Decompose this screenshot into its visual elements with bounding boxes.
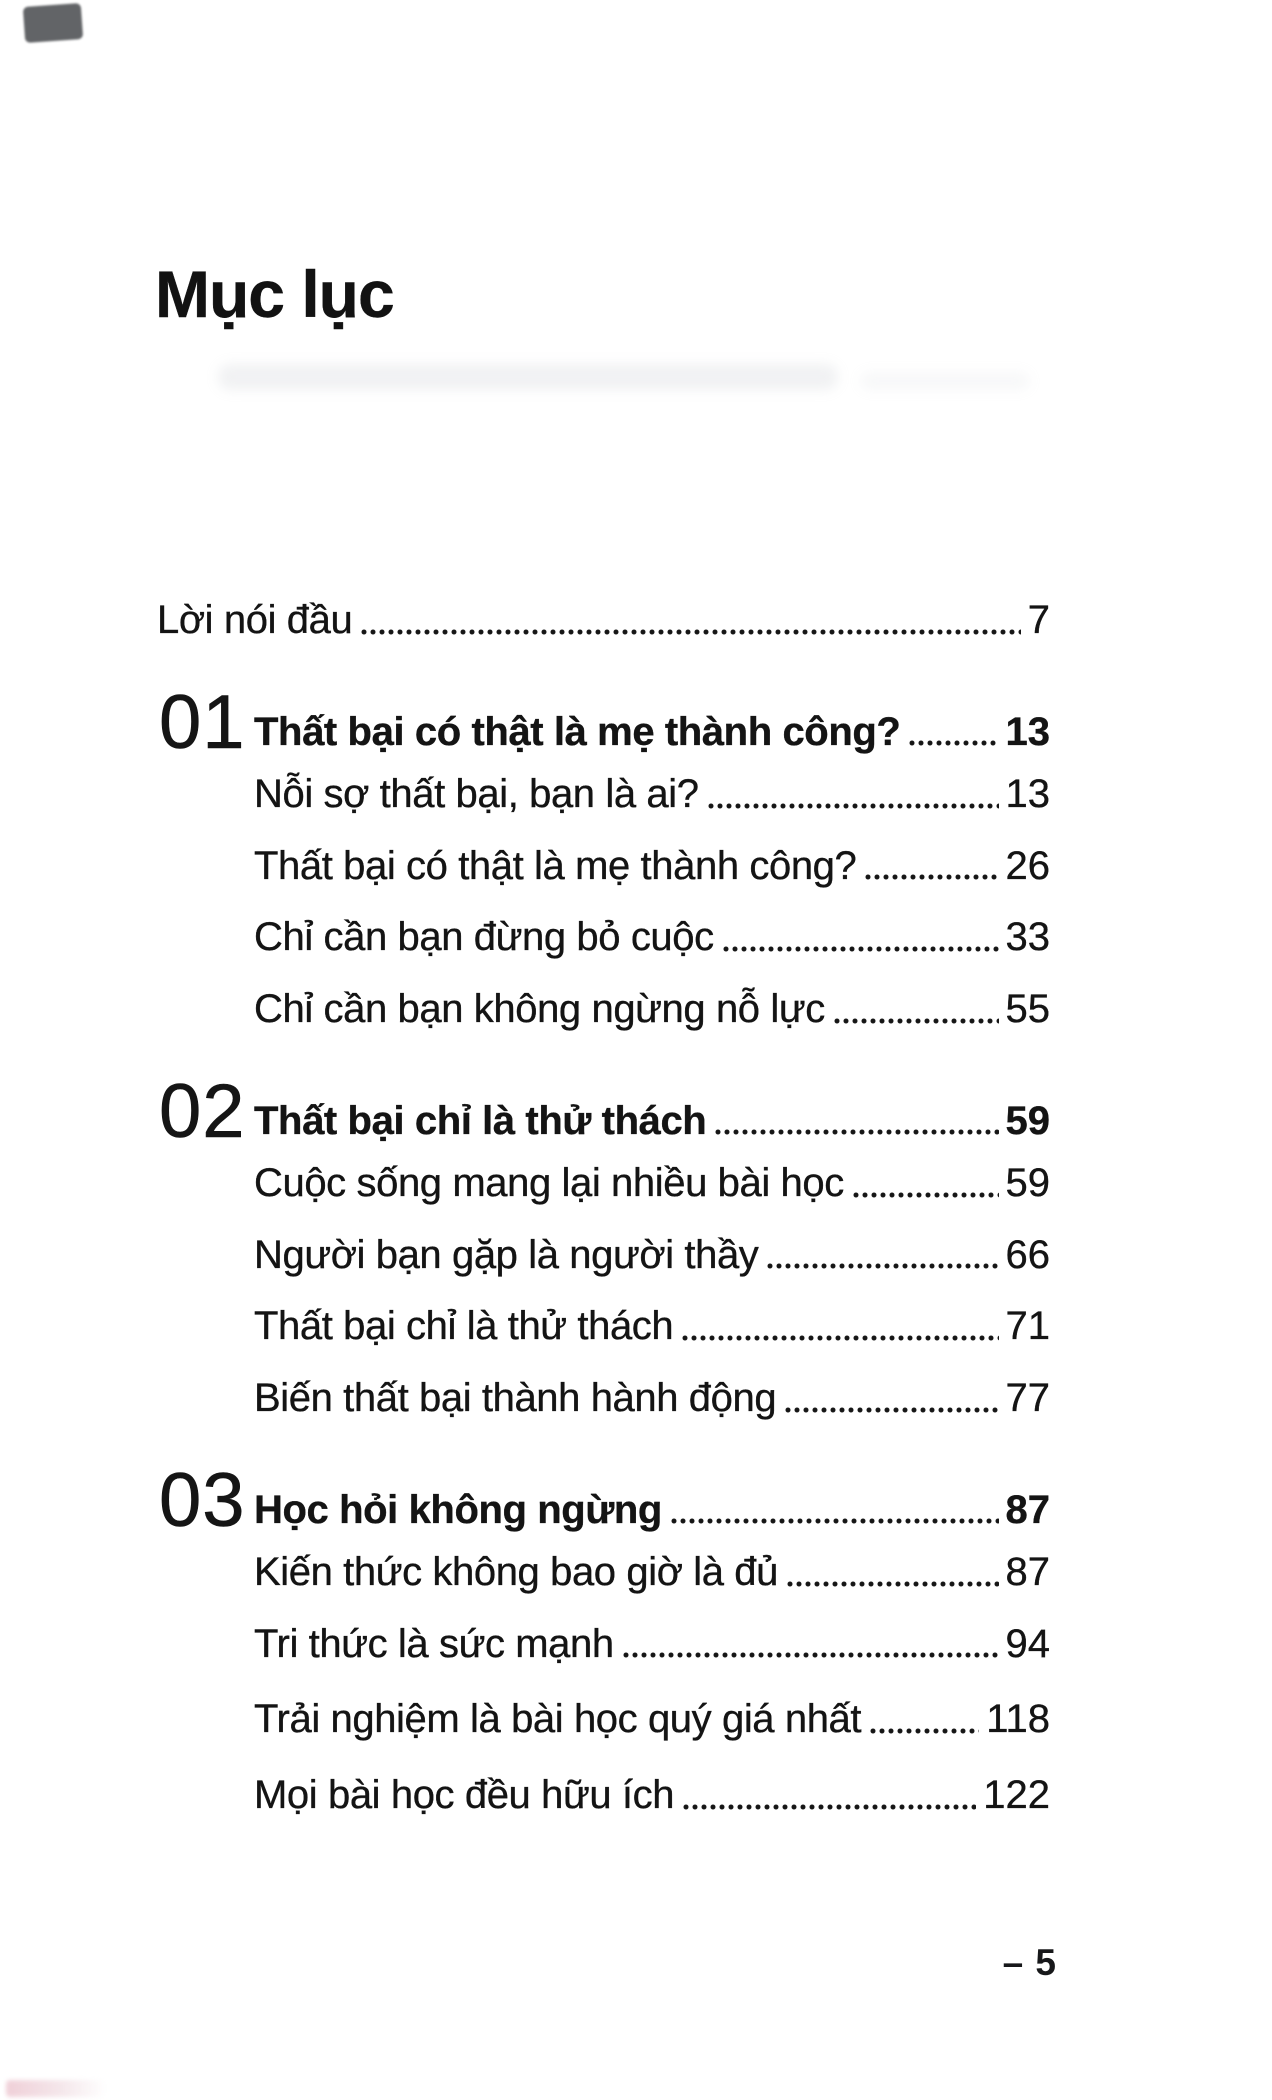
toc-entry <box>157 987 1050 1033</box>
chapter-number: 02 <box>159 1069 246 1155</box>
toc-entry <box>157 1697 1050 1743</box>
chapter-number: 01 <box>159 680 246 766</box>
chapter-row <box>157 1069 1050 1155</box>
dot-leader <box>715 1129 998 1135</box>
ghost-showthrough-text <box>218 364 838 390</box>
dot-leader <box>767 1263 998 1269</box>
entry-row <box>254 915 1050 961</box>
entry-row <box>254 1233 1050 1279</box>
dot-leader <box>834 1018 999 1024</box>
toc-entry <box>157 1622 1050 1668</box>
dot-leader <box>723 946 999 952</box>
toc-entry-label: Thất bại chỉ là thử thách <box>254 1098 707 1143</box>
entry-row <box>254 987 1050 1033</box>
chapter-title-row <box>254 1488 1050 1534</box>
chapter-number: 03 <box>159 1458 246 1544</box>
toc-entry-label: Thất bại có thật là mẹ thành công? <box>254 843 857 888</box>
dot-leader <box>865 874 998 880</box>
dot-leader <box>785 1407 998 1413</box>
toc-entry-label: Thất bại có thật là mẹ thành công? <box>254 709 901 754</box>
toc-entry-page-number: 13 <box>1005 772 1050 817</box>
dot-leader <box>909 740 998 746</box>
dot-leader <box>787 1581 999 1587</box>
toc-entry <box>157 1304 1050 1350</box>
dot-leader <box>671 1518 999 1524</box>
toc-entry-page-number: 59 <box>1005 1098 1050 1143</box>
toc-entry <box>157 1773 1050 1819</box>
toc-entry <box>157 844 1050 890</box>
chapter-row <box>157 1458 1050 1544</box>
toc-entry-label: Cuộc sống mang lại nhiều bài học <box>254 1161 844 1206</box>
toc-entry-foreword <box>157 598 1050 644</box>
toc-entry-label: Thất bại chỉ là thử thách <box>254 1304 674 1349</box>
entry-row <box>254 1161 1050 1207</box>
toc-entry-label: Nỗi sợ thất bại, bạn là ai? <box>254 772 699 817</box>
entry-row <box>254 772 1050 818</box>
entry-row <box>254 1304 1050 1350</box>
toc-list <box>157 598 1050 1819</box>
toc-sections <box>157 680 1050 1819</box>
chapter-title-row <box>254 1099 1050 1145</box>
toc-entry <box>157 915 1050 961</box>
entry-row <box>254 1773 1050 1819</box>
dot-leader <box>708 803 999 809</box>
toc-entry-label: Mọi bài học đều hữu ích <box>254 1772 675 1817</box>
toc-entry-page-number: 77 <box>1005 1375 1050 1420</box>
entry-row <box>254 1697 1050 1743</box>
entry-row <box>254 1550 1050 1596</box>
entry-row <box>254 844 1050 890</box>
toc-entry-page-number: 87 <box>1005 1487 1050 1532</box>
scan-corner-mark <box>23 3 83 43</box>
toc-entry-label: Chỉ cần bạn không ngừng nỗ lực <box>254 986 825 1031</box>
toc-entry-page-number: 59 <box>1005 1161 1050 1206</box>
toc-entry-page-number: 13 <box>1005 709 1050 754</box>
toc-entry-label: Người bạn gặp là người thầy <box>254 1232 759 1277</box>
page-title: Mục lục <box>155 257 394 331</box>
watermark-smudge <box>6 2080 106 2097</box>
dot-leader <box>623 1652 999 1658</box>
dot-leader <box>870 1728 979 1734</box>
chapter-row <box>157 680 1050 766</box>
toc-entry-page-number: 33 <box>1005 915 1050 960</box>
ghost-showthrough-text-2 <box>860 372 1030 390</box>
toc-entry-page-number: 122 <box>983 1772 1050 1817</box>
chapter-title-row <box>254 710 1050 756</box>
toc-entry <box>157 1161 1050 1207</box>
toc-entry-page-number: 26 <box>1005 843 1050 888</box>
dot-leader <box>683 1804 976 1810</box>
toc-entry-page-number: 55 <box>1005 986 1050 1031</box>
toc-entry-label: Kiến thức không bao giờ là đủ <box>254 1550 778 1595</box>
page-number: – 5 <box>1002 1942 1057 1983</box>
toc-entry-page-number: 118 <box>986 1697 1050 1742</box>
toc-entry <box>157 772 1050 818</box>
toc-entry-page-number: 94 <box>1005 1621 1050 1666</box>
toc-entry <box>157 1550 1050 1596</box>
toc-entry-label: Trải nghiệm là bài học quý giá nhất <box>254 1697 862 1742</box>
toc-section-03 <box>157 1458 1050 1819</box>
toc-section-02 <box>157 1069 1050 1422</box>
toc-section-01 <box>157 680 1050 1033</box>
dot-leader <box>361 629 1020 635</box>
toc-entry-label: Học hỏi không ngừng <box>254 1487 662 1532</box>
toc-entry-page-number: 7 <box>1027 598 1050 642</box>
toc-entry-page-number: 71 <box>1005 1304 1050 1349</box>
toc-entry <box>157 1233 1050 1279</box>
entry-row <box>254 1376 1050 1422</box>
toc-entry-label: Tri thức là sức mạnh <box>254 1621 614 1666</box>
dot-leader <box>853 1192 999 1198</box>
toc-entry-label: Lời nói đầu <box>157 598 353 642</box>
toc-entry-page-number: 87 <box>1005 1550 1050 1595</box>
toc-entry-label: Chỉ cần bạn đừng bỏ cuộc <box>254 915 714 960</box>
toc-entry-page-number: 66 <box>1005 1232 1050 1277</box>
toc-entry <box>157 1376 1050 1422</box>
dot-leader <box>682 1335 998 1341</box>
toc-entry-label: Biến thất bại thành hành động <box>254 1375 777 1420</box>
entry-row <box>254 1622 1050 1668</box>
